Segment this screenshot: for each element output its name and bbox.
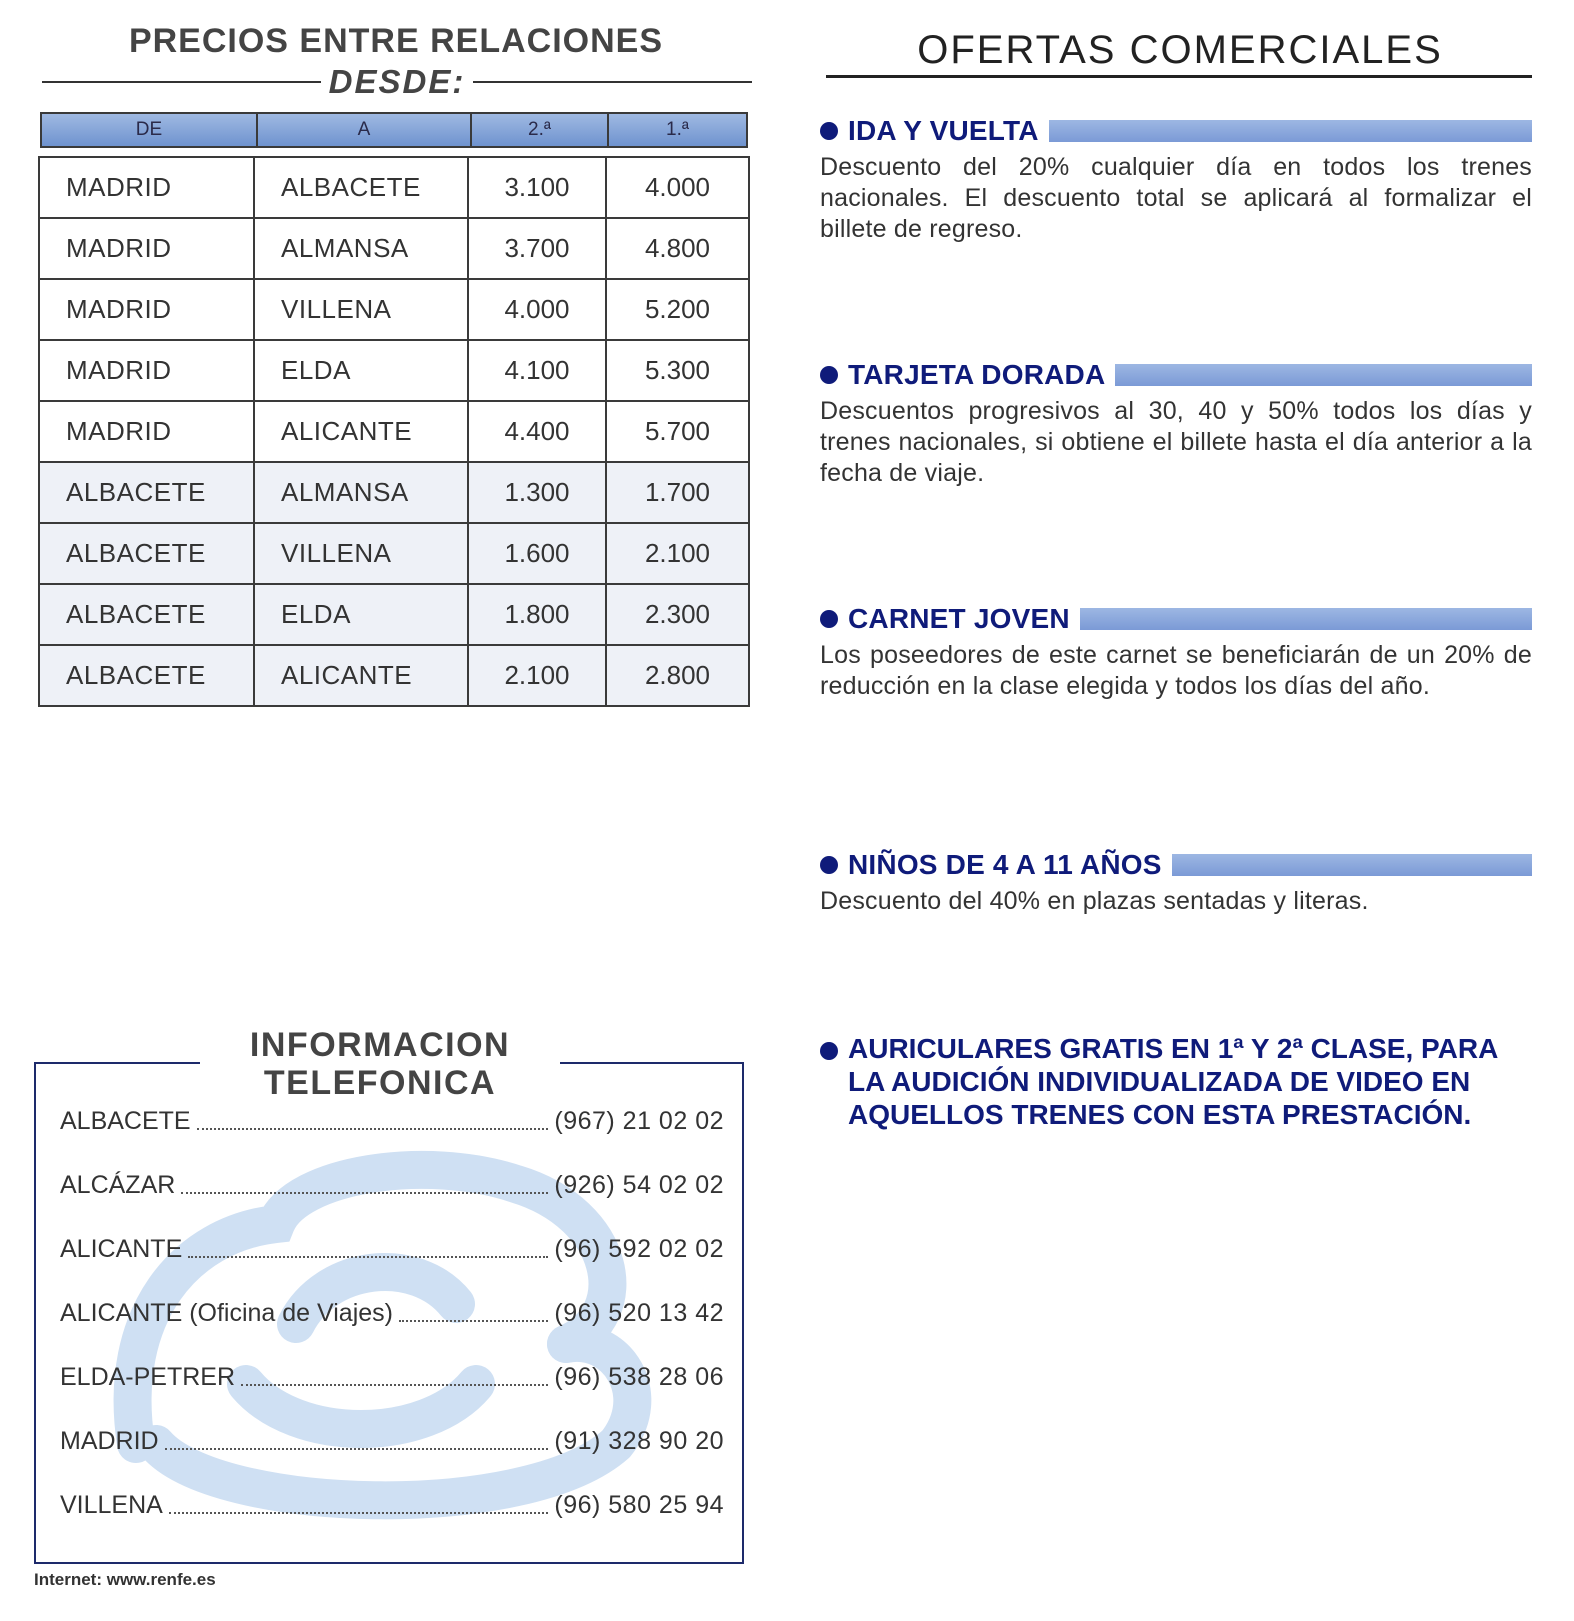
offer-title: CARNET JOVEN (848, 603, 1070, 634)
destination-cell: ALBACETE (254, 157, 468, 218)
destination-cell: ALMANSA (254, 218, 468, 279)
origin-cell: MADRID (39, 157, 254, 218)
offer-tarjeta-dorada (820, 358, 1532, 489)
table-row (39, 462, 749, 523)
dotted-leader (197, 1128, 549, 1130)
price-first-cell: 1.700 (606, 462, 749, 523)
offer-heading (820, 848, 1532, 882)
offer-title: TARJETA DORADA (848, 359, 1106, 390)
price-first-cell: 2.800 (606, 645, 749, 706)
price-first-cell: 4.800 (606, 218, 749, 279)
price-first-cell: 5.200 (606, 279, 749, 340)
table-row (39, 279, 749, 340)
headphones-notice (820, 1032, 1532, 1131)
offer-heading (820, 358, 1532, 392)
price-second-cell: 4.000 (468, 279, 606, 340)
price-second-cell: 1.600 (468, 523, 606, 584)
offer-ida-y-vuelta (820, 114, 1532, 245)
price-second-cell: 4.400 (468, 401, 606, 462)
destination-cell: VILLENA (254, 279, 468, 340)
phone-number: (91) 328 90 20 (554, 1427, 724, 1455)
phone-number: (96) 592 02 02 (554, 1235, 724, 1263)
origin-cell: ALBACETE (39, 645, 254, 706)
offer-title: NIÑOS DE 4 A 11 AÑOS (848, 849, 1162, 880)
phone-number: (96) 520 13 42 (554, 1299, 724, 1327)
offer-ninos (820, 848, 1532, 917)
offer-heading (820, 114, 1532, 148)
offer-bar (1049, 120, 1532, 142)
destination-cell: ALMANSA (254, 462, 468, 523)
phone-place: MADRID (60, 1427, 159, 1455)
table-row (39, 523, 749, 584)
dotted-leader (188, 1256, 548, 1258)
table-row (39, 157, 749, 218)
offer-auriculares (820, 1032, 1532, 1131)
prices-subtitle (42, 62, 752, 102)
destination-cell: ELDA (254, 340, 468, 401)
price-table (38, 156, 750, 707)
column-header-a: A (258, 114, 472, 146)
offers-title: OFERTAS COMERCIALES (917, 28, 1443, 72)
table-row (39, 218, 749, 279)
origin-cell: ALBACETE (39, 462, 254, 523)
offer-heading (820, 602, 1532, 636)
destination-cell: ALICANTE (254, 645, 468, 706)
offer-description: Los poseedores de este carnet se beneficiarán de un 20% de reducción en la clase elegida y todos los días del año. (820, 641, 1532, 700)
price-second-cell: 2.100 (468, 645, 606, 706)
bullet-icon (820, 610, 838, 628)
price-first-cell: 5.300 (606, 340, 749, 401)
dotted-leader (165, 1448, 549, 1450)
dotted-leader (399, 1320, 548, 1322)
phone-info-title-line1: INFORMACION (249, 1026, 511, 1064)
price-second-cell: 1.800 (468, 584, 606, 645)
phone-entry (60, 1288, 724, 1328)
table-row (39, 401, 749, 462)
column-header-second-class: 2.ª (472, 114, 609, 146)
phone-info-title-line2: TELEFONICA (263, 1064, 497, 1102)
bullet-icon (820, 1042, 838, 1060)
offer-title: IDA Y VUELTA (848, 115, 1039, 146)
phone-entry (60, 1224, 724, 1264)
destination-cell: ELDA (254, 584, 468, 645)
price-first-cell: 4.000 (606, 157, 749, 218)
phone-info-title (200, 1026, 560, 1102)
destination-cell: ALICANTE (254, 401, 468, 462)
phone-entry (60, 1096, 724, 1136)
phone-number: (96) 580 25 94 (554, 1491, 724, 1519)
offer-bar (1115, 364, 1532, 386)
dotted-leader (241, 1384, 548, 1386)
offer-description: Descuentos progresivos al 30, 40 y 50% todos los días y trenes nacionales, si obtiene el billete hasta el día anterior a la fecha de viaje. (820, 397, 1532, 487)
bullet-icon (820, 856, 838, 874)
offer-description: Descuento del 40% en plazas sentadas y literas. (820, 887, 1369, 915)
table-row (39, 584, 749, 645)
price-table-header (40, 112, 748, 148)
phone-place: ALICANTE (60, 1235, 183, 1263)
phone-number: (967) 21 02 02 (554, 1107, 724, 1135)
price-first-cell: 2.100 (606, 523, 749, 584)
origin-cell: ALBACETE (39, 584, 254, 645)
divider (473, 81, 752, 83)
column-header-de: DE (42, 114, 258, 146)
offer-bar (1080, 608, 1532, 630)
price-first-cell: 5.700 (606, 401, 749, 462)
dotted-leader (169, 1512, 549, 1514)
column-header-first-class: 1.ª (666, 119, 689, 140)
price-second-cell: 3.100 (468, 157, 606, 218)
origin-cell: MADRID (39, 340, 254, 401)
origin-cell: ALBACETE (39, 523, 254, 584)
bullet-icon (820, 122, 838, 140)
price-second-cell: 3.700 (468, 218, 606, 279)
offer-bar (1172, 854, 1532, 876)
phone-entry (60, 1160, 724, 1200)
origin-cell: MADRID (39, 218, 254, 279)
prices-subtitle-text: DESDE: (328, 63, 466, 100)
phone-place: ALCÁZAR (60, 1171, 176, 1199)
phone-entry (60, 1416, 724, 1456)
offer-carnet-joven (820, 602, 1532, 702)
internet-link[interactable]: Internet: www.renfe.es (34, 1570, 216, 1589)
divider (42, 81, 321, 83)
phone-entry (60, 1480, 724, 1520)
prices-title: PRECIOS ENTRE RELACIONES (128, 22, 664, 60)
headphones-text: AURICULARES GRATIS EN 1ª Y 2ª CLASE, PARA LA AUDICIÓN INDIVIDUALIZADA DE VIDEO EN AQUELLOS TRENES CON ESTA PRESTACIÓN. (848, 1033, 1498, 1130)
dotted-leader (181, 1192, 548, 1194)
price-second-cell: 1.300 (468, 462, 606, 523)
price-second-cell: 4.100 (468, 340, 606, 401)
divider (826, 75, 1532, 78)
phone-place: ALICANTE (Oficina de Viajes) (60, 1299, 393, 1327)
origin-cell: MADRID (39, 401, 254, 462)
phone-number: (96) 538 28 06 (554, 1363, 724, 1391)
offer-description: Descuento del 20% cualquier día en todos los trenes nacionales. El descuento total se aplicará al formalizar el billete de regreso. (820, 153, 1532, 243)
phone-place: ELDA-PETRER (60, 1363, 236, 1391)
phone-info-box (34, 1062, 744, 1564)
phone-entry (60, 1352, 724, 1392)
price-first-cell: 2.300 (606, 584, 749, 645)
destination-cell: VILLENA (254, 523, 468, 584)
bullet-icon (820, 366, 838, 384)
table-row (39, 645, 749, 706)
phone-place: VILLENA (60, 1491, 163, 1519)
table-row (39, 340, 749, 401)
phone-number: (926) 54 02 02 (554, 1171, 724, 1199)
origin-cell: MADRID (39, 279, 254, 340)
phone-place: ALBACETE (60, 1107, 191, 1135)
